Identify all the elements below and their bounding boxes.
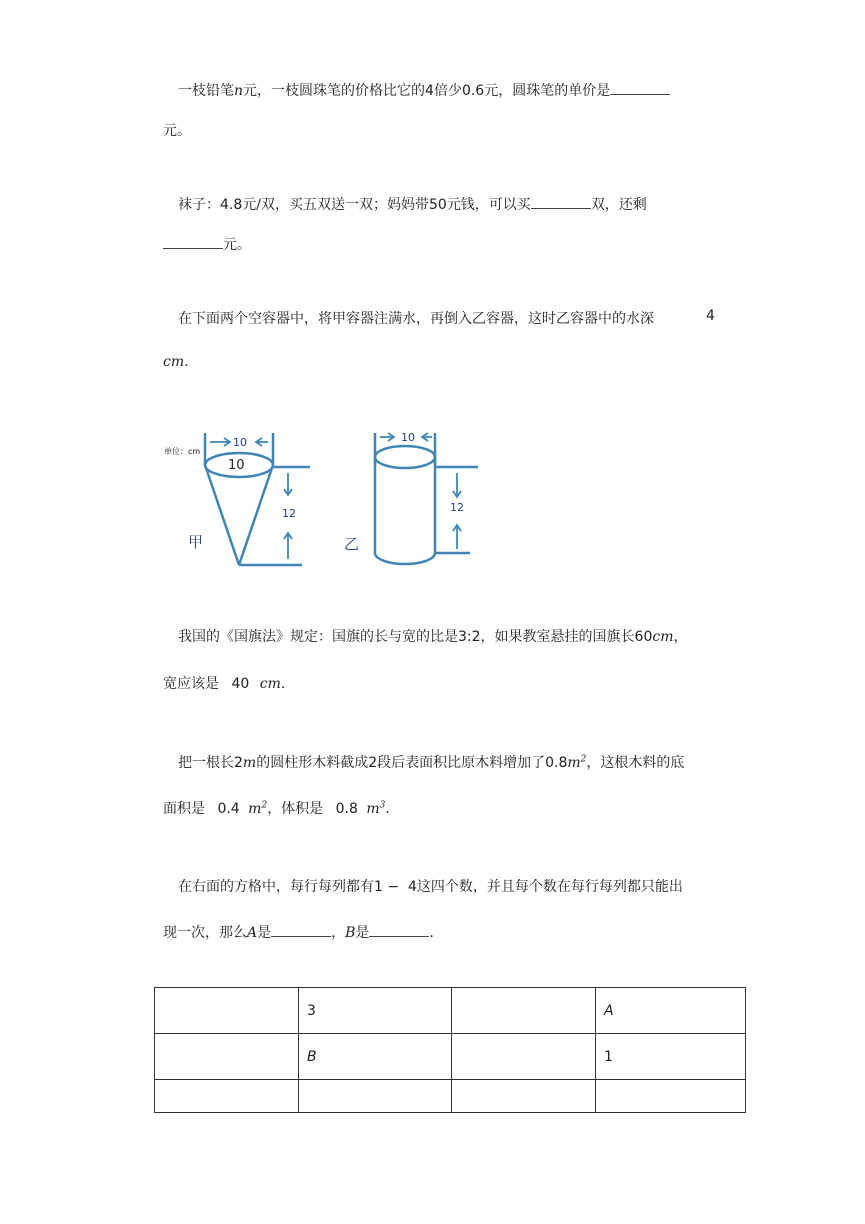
num-area: 0.8 <box>545 755 568 771</box>
cone-side-right <box>239 465 273 565</box>
answer-blank[interactable] <box>610 80 670 95</box>
q1-tail: 元。 <box>163 123 191 139</box>
q3-text: 在下面两个空容器中，将甲容器注满水，再倒入乙容器，这时乙容器中的水深 <box>178 311 654 327</box>
q5-answer-area: 0.4 <box>217 801 240 817</box>
num-06: 0.6 <box>461 83 485 99</box>
cyl-rim <box>375 446 435 468</box>
grid-cell <box>155 1034 299 1080</box>
grid-cell: 1 <box>596 1034 746 1080</box>
num-money: 50 <box>428 197 447 213</box>
unit-m2: m <box>567 755 581 771</box>
dot: . <box>184 354 189 370</box>
unit-m: m <box>242 755 257 771</box>
table-row <box>155 988 746 1034</box>
q5-text: ，体积是 <box>267 801 324 817</box>
ratio: 3:2 <box>458 629 481 645</box>
q4-text: 宽应该是 <box>163 676 219 692</box>
q3-line2 <box>163 354 189 370</box>
q1-text: 元，圆珠笔的单价是 <box>484 83 611 99</box>
q1-text: 一枝铅笔 <box>178 83 234 99</box>
cyl-bottom <box>375 553 435 564</box>
answer-blank[interactable] <box>163 234 223 249</box>
unit-cm: cm <box>259 676 281 692</box>
cone-height: 12 <box>282 507 296 520</box>
unit-cm: cm <box>163 354 185 370</box>
num-range: 1 − 4 <box>374 879 417 895</box>
q2-tail: 元。 <box>223 237 251 253</box>
q6-text: 在右面的方格中，每行每列都有 <box>178 879 374 895</box>
q5-answer-volume: 0.8 <box>335 801 358 817</box>
grid-cell: B <box>299 1034 452 1080</box>
exponent: 2 <box>580 754 587 765</box>
q4-text: ，如果教室悬挂的国旗长 <box>480 629 635 645</box>
q6-line2 <box>163 922 434 942</box>
q1-text: 元，一枝圆珠笔的价格比它的 <box>243 83 426 99</box>
number-grid <box>154 987 746 1113</box>
grid-cell <box>155 988 299 1034</box>
q2-line1 <box>178 194 647 214</box>
table-row <box>155 1080 746 1113</box>
num-len: 2 <box>234 755 243 771</box>
num-price: 4.8 <box>220 197 243 213</box>
q4-line2 <box>163 673 285 693</box>
num-length: 60 <box>634 629 653 645</box>
dot: . <box>429 925 434 941</box>
grid-cell <box>452 1034 596 1080</box>
exponent: 2 <box>261 800 268 811</box>
q2-text: 元/双，买五双送一双；妈妈带 <box>242 197 429 213</box>
dot: . <box>385 801 390 817</box>
unit-m: m <box>366 801 380 817</box>
var-n: n <box>234 83 244 99</box>
unit-label: 单位：cm <box>164 447 201 456</box>
q6-line1 <box>178 876 683 896</box>
table-row <box>155 1034 746 1080</box>
dot: . <box>280 676 286 692</box>
q6-text: 现一次，那么 <box>163 925 247 941</box>
q6-text: 这四个数，并且每个数在每行每列都只能出 <box>416 879 683 895</box>
answer-blank-a[interactable] <box>271 922 331 937</box>
grid-cell: 3 <box>299 988 452 1034</box>
containers-figure <box>160 425 490 575</box>
q2-text: 双，还剩 <box>590 197 647 213</box>
grid-cell <box>155 1080 299 1113</box>
grid-cell <box>452 988 596 1034</box>
q4-line1 <box>178 626 687 646</box>
q6-text: 是 <box>355 925 370 941</box>
comma: ， <box>331 925 346 941</box>
answer-blank[interactable] <box>531 194 591 209</box>
grid-cell <box>596 1080 746 1113</box>
q1-text: 倍少 <box>433 83 462 99</box>
num-segs: 2 <box>368 755 378 771</box>
cone-inner-label: 10 <box>228 458 245 473</box>
grid-cell <box>452 1080 596 1113</box>
q2-text: 元钱，可以买 <box>446 197 531 213</box>
q1-line1 <box>178 80 670 100</box>
var-a: A <box>247 925 258 941</box>
q3-line1 <box>178 308 654 328</box>
q5-text: ，这根木料的底 <box>586 755 685 771</box>
num-4: 4 <box>425 83 434 99</box>
cone-side-left <box>205 465 239 565</box>
cyl-height: 12 <box>450 501 464 514</box>
q2-line2 <box>163 234 251 254</box>
q5-line2 <box>163 798 390 818</box>
var-b: B <box>345 925 356 941</box>
cyl-name: 乙 <box>344 535 360 553</box>
unit-m: m <box>248 801 262 817</box>
q3-answer: 4 <box>706 308 715 324</box>
q4-answer: 40 <box>231 676 250 692</box>
cyl-top-dim: 10 <box>401 431 415 444</box>
q5-text: 把一根长 <box>178 755 234 771</box>
cone-name: 甲 <box>188 533 204 551</box>
comma: ， <box>673 629 688 645</box>
q5-text: 段后表面积比原木料增加了 <box>377 755 546 771</box>
q4-text: 我国的《国旗法》规定：国旗的长与宽的比是 <box>178 629 458 645</box>
grid-cell: A <box>596 988 746 1034</box>
q5-text: 的圆柱形木料截成 <box>256 755 369 771</box>
q6-text: 是 <box>257 925 272 941</box>
unit-cm: cm <box>652 629 674 645</box>
exponent: 3 <box>379 800 386 811</box>
grid-cell <box>299 1080 452 1113</box>
cone-top-dim: 10 <box>233 436 247 449</box>
q5-line1 <box>178 752 684 772</box>
q5-text: 面积是 <box>163 801 205 817</box>
answer-blank-b[interactable] <box>369 922 429 937</box>
q2-text: 袜子： <box>178 197 220 213</box>
